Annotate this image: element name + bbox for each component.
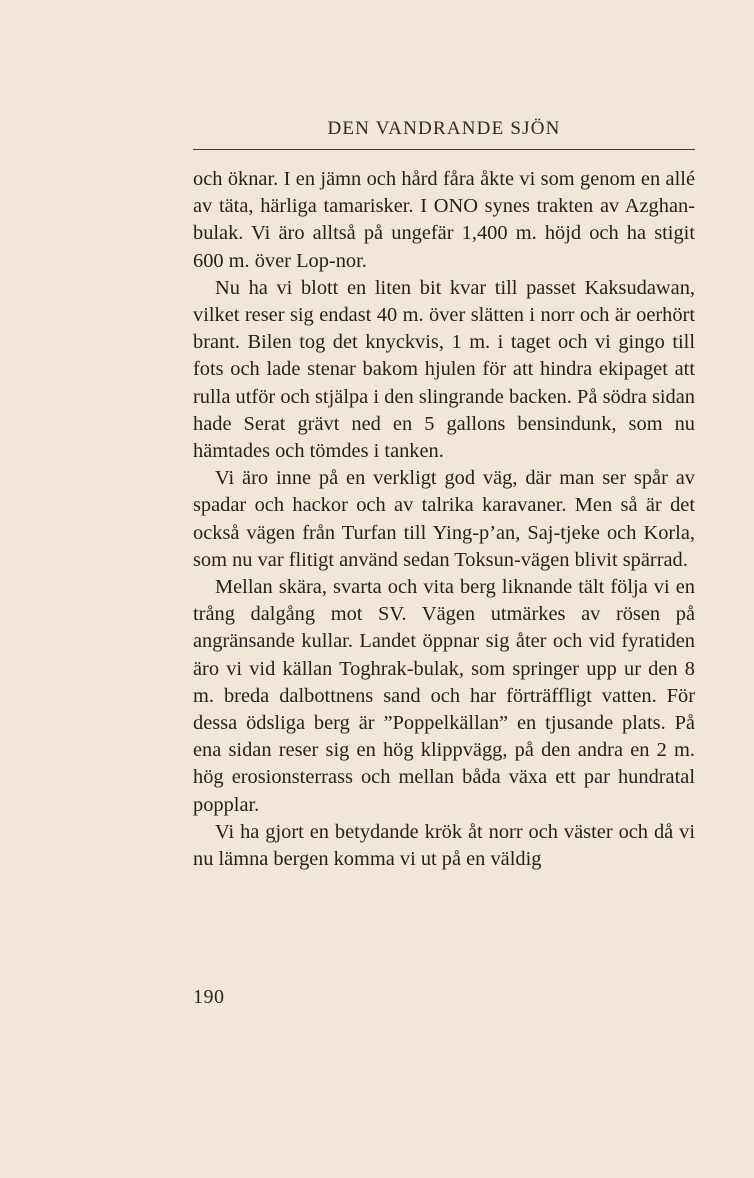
paragraph: och öknar. I en jämn och hård fåra åkte vi som genom en allé av täta, härliga tamarisker. I ONO synes trakten av Azghan-bulak. Vi äro alltså på ungefär 1,400 m. höjd och ha stigit 600 m. över Lop-nor. (193, 168, 695, 272)
paragraph: Nu ha vi blott en liten bit kvar till passet Kaksudawan, vilket reser sig endast 40 m. över slätten i norr och är oerhört brant. Bilen tog det knyckvis, 1 m. i taget och vi gingo till fots och lade stenar bakom hjulen för att hindra ekipaget att rulla utför och stjälpa i den slingrande backen. På södra sidan hade Serat grävt ned en 5 gallons bensindunk, som nu hämtades och tömdes i tanken. (193, 276, 695, 463)
paragraph: Vi äro inne på en verkligt god väg, där man ser spår av spadar och hackor och av talrika karavaner. Men så är det också vägen från Turfan till Ying-p’an, Saj-tjeke och Korla, som nu var flitigt använd sedan Toksun-vägen blivit spärrad. (193, 467, 695, 571)
body-text (193, 166, 695, 873)
paragraph: Vi ha gjort en betydande krök åt norr och väster och då vi nu lämna bergen komma vi ut på en väldig (193, 820, 695, 871)
page-number: 190 (193, 986, 225, 1008)
paragraph: Mellan skära, svarta och vita berg liknande tält följa vi en trång dalgång mot SV. Vägen utmärkes av rösen på angränsande kullar. Landet öppnar sig åter och vid fyratiden äro vi vid källan Toghrak-bulak, som springer upp ur den 8 m. breda dalbottnens sand och har förträffligt vatten. För dessa ödsliga berg är ”Poppelkällan” en tjusande plats. På ena sidan reser sig en hög klippvägg, på den andra en 2 m. hög erosionsterrass och mellan båda växa ett par hundratal popplar. (193, 576, 695, 816)
running-head: DEN VANDRANDE SJÖN (327, 118, 561, 139)
header-rule (193, 149, 695, 150)
